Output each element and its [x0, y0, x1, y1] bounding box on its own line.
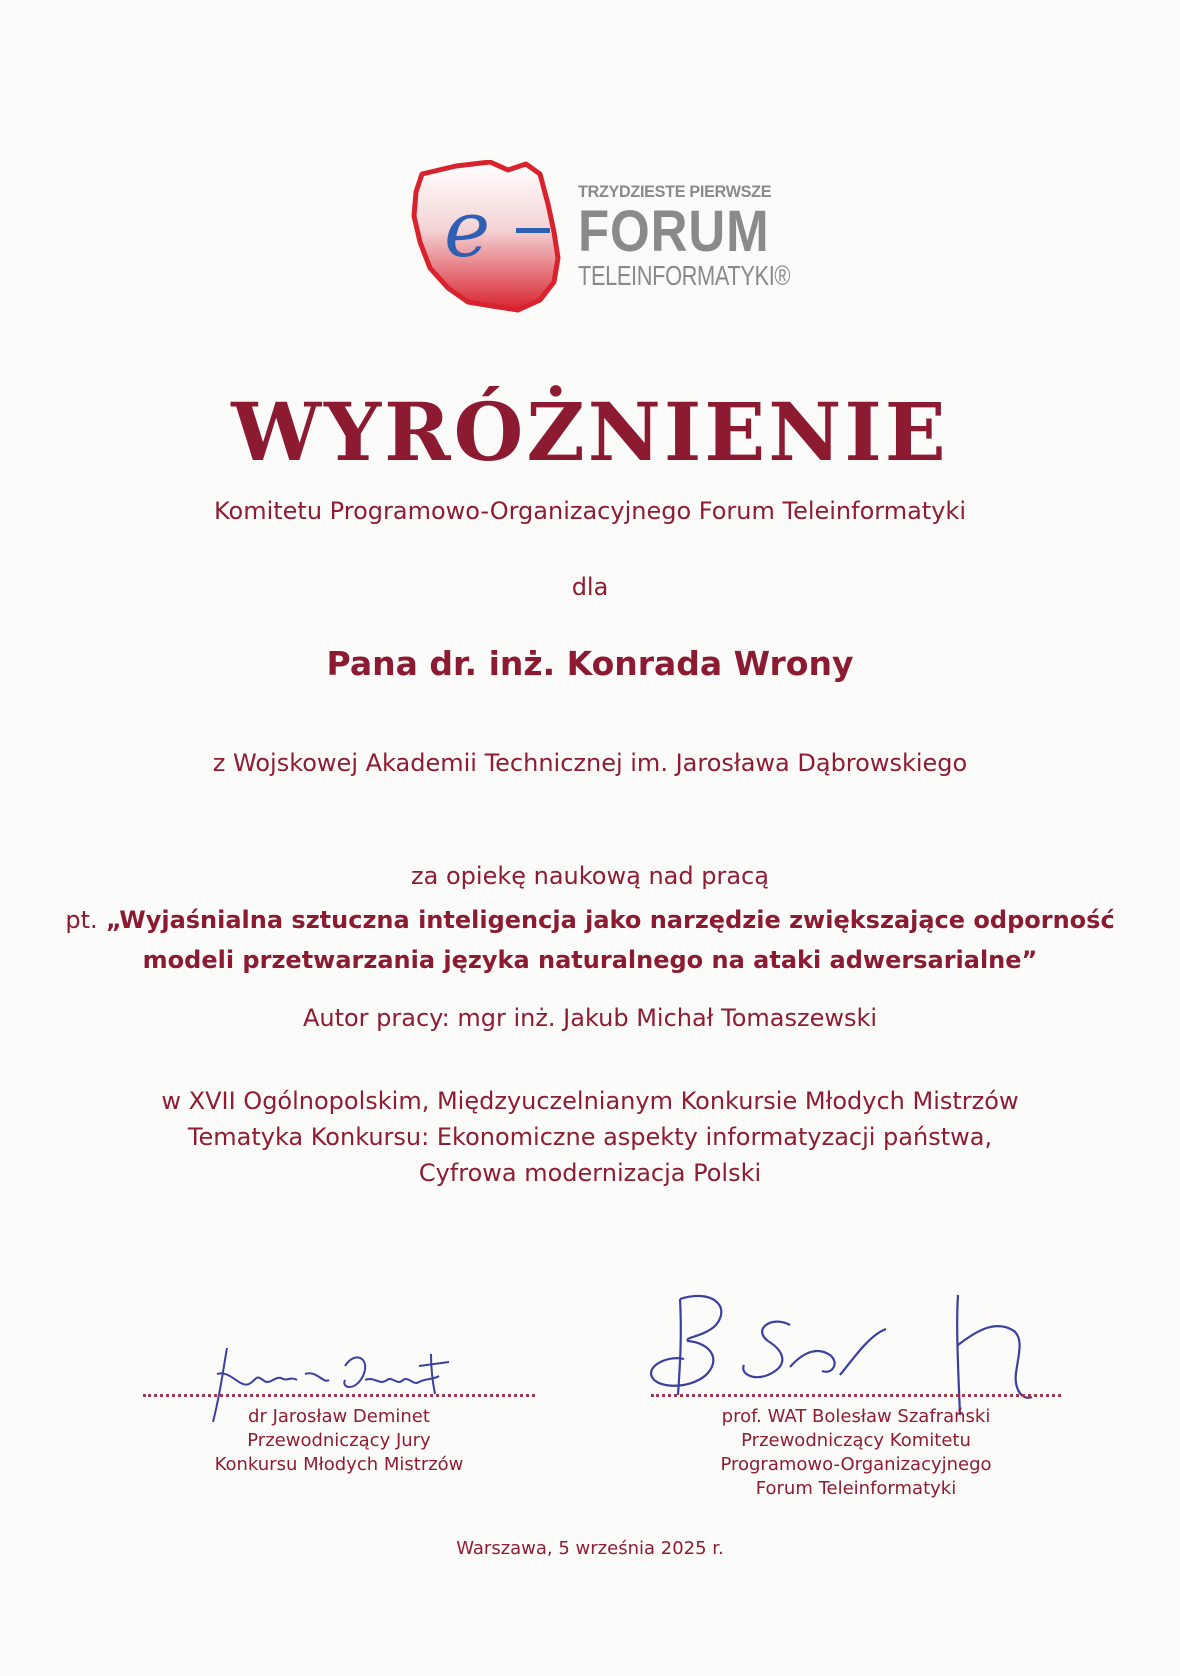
contest-line2: Tematyka Konkursu: Ekonomiczne aspekty informatyzacji państwa, [187, 1123, 993, 1151]
left-signature-line [143, 1394, 535, 1401]
contest-block [0, 1083, 1180, 1191]
logo-wordmark [578, 180, 850, 290]
recipient-name: Pana dr. inż. Konrada Wrony [326, 644, 854, 683]
work-title-text1: „Wyjaśnialna sztuczna inteligencja jako narzędzie zwiększające odporność [105, 906, 1115, 934]
work-prefix: pt. [65, 906, 98, 934]
place-and-date: Warszawa, 5 września 2025 r. [456, 1538, 724, 1559]
right-signature-line [651, 1394, 1061, 1401]
work-title-line1 [0, 900, 1180, 940]
poland-map-logo-icon [408, 160, 588, 320]
author-line: Autor pracy: mgr inż. Jakub Michał Tomaszewski [302, 1004, 878, 1032]
logo-line2: FORUM [578, 199, 770, 264]
committee-line: Komitetu Programowo-Organizacyjnego Forum Teleinformatyki [213, 497, 966, 525]
logo-line3: TELEINFORMATYKI® [578, 260, 791, 291]
logo-letter: e [444, 185, 491, 275]
right-signatory-role3: Forum Teleinformatyki [755, 1478, 957, 1499]
reason-line: za opiekę naukową nad pracą [411, 862, 769, 890]
certificate-title: WYRÓŻNIENIE [231, 385, 949, 479]
right-signatory-role2: Programowo-Organizacyjnego [720, 1454, 992, 1475]
logo-line1: TRZYDZIESTE PIERWSZE [578, 182, 772, 201]
forum-logo [408, 160, 791, 320]
contest-line1: w XVII Ogólnopolskim, Międzyuczelnianym Konkursie Młodych Mistrzów [161, 1087, 1019, 1115]
right-signatory [651, 1405, 1061, 1501]
affiliation-line: z Wojskowej Akademii Technicznej im. Jarosława Dąbrowskiego [212, 749, 968, 777]
contest-line3: Cyfrowa modernizacja Polski [418, 1159, 762, 1187]
work-title [0, 900, 1180, 980]
left-signatory-name: dr Jarosław Deminet [248, 1406, 430, 1427]
left-signatory [143, 1405, 535, 1477]
left-signatory-role1: Przewodniczący Jury [247, 1430, 431, 1451]
left-signatory-role2: Konkursu Młodych Mistrzów [214, 1454, 464, 1475]
work-title-line2: modeli przetwarzania języka naturalnego na ataki adwersarialne” [142, 946, 1038, 974]
right-signatory-name: prof. WAT Bolesław Szafrański [721, 1406, 991, 1427]
right-signatory-role1: Przewodniczący Komitetu [741, 1430, 971, 1451]
for-label: dla [571, 573, 609, 601]
